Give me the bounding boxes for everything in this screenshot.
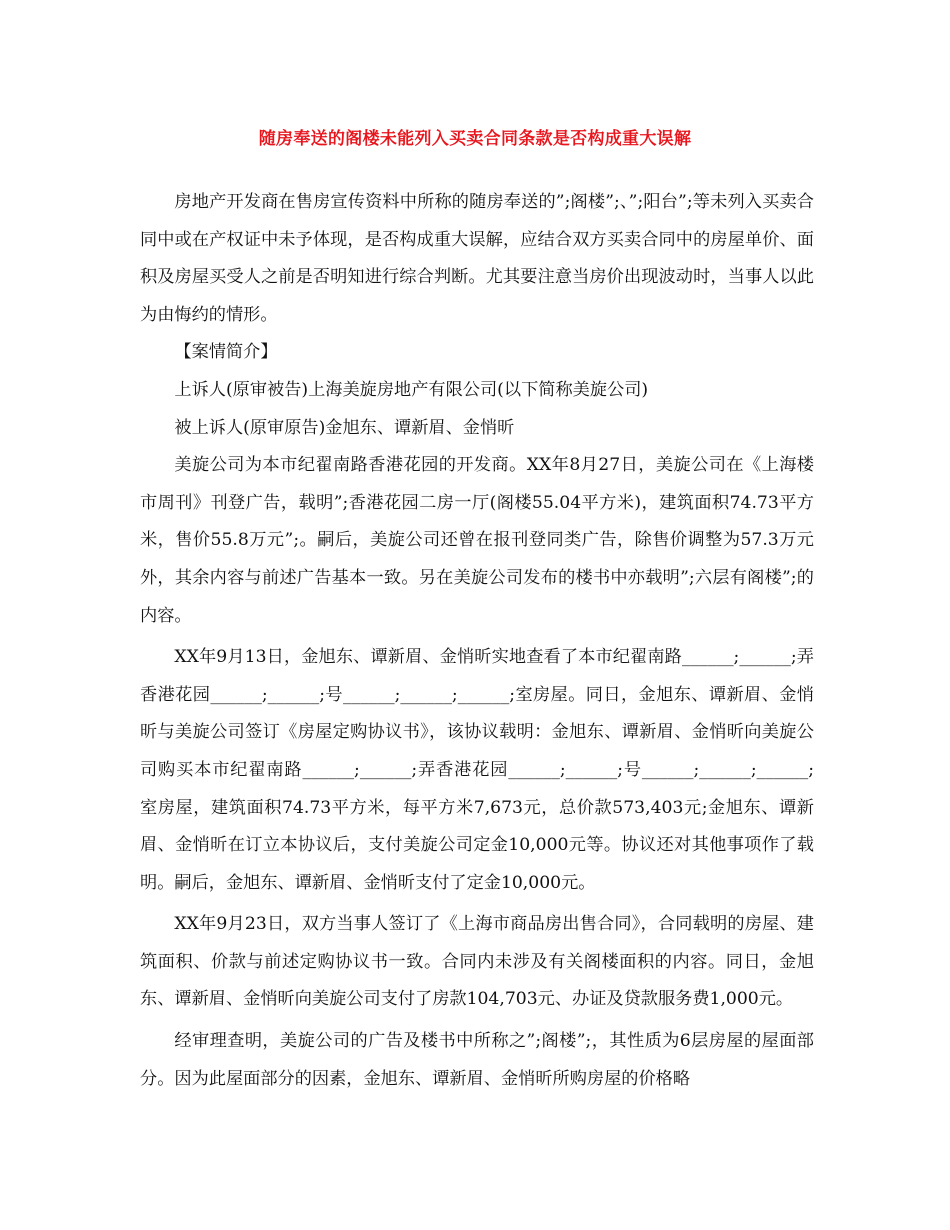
paragraph-appellant: 上诉人(原审被告)上海美旋房地产有限公司(以下简称美旋公司)	[174, 379, 649, 400]
paragraph-findings: 经审理查明，美旋公司的广告及楼书中所称之”;阁楼”;，其性质为6层房屋的屋面部分。因为此屋面部分的因素，金旭东、谭新眉、金悄昕所购房屋的价格略	[140, 1031, 814, 1089]
paragraph-appellee: 被上诉人(原审原告)金旭东、谭新眉、金悄昕	[174, 417, 515, 438]
paragraph-intro: 房地产开发商在售房宣传资料中所称的随房奉送的”;阁楼”;、”;阳台”;等未列入买卖合同中或在产权证中未予体现，是否构成重大误解，应结合双方买卖合同中的房屋单价、面积及房屋买受人之前是否明知进行综合判断。尤其要注意当房价出现波动时，当事人以此为由悔约的情形。	[140, 192, 814, 325]
section-heading-case-summary: 【案情简介】	[174, 342, 278, 363]
document-body	[140, 184, 814, 1098]
document-title: 随房奉送的阁楼未能列入买卖合同条款是否构成重大误解	[258, 129, 692, 149]
paragraph-purchase-agreement: XX年9月13日，金旭东、谭新眉、金悄昕实地查看了本市纪翟南路______;______;弄香港花园______;______;号______;______;______;室房屋。同日，金旭东、谭新眉、金悄昕与美旋公司签订《房屋定购协议书》，该协议载明：金旭东、谭新眉、金悄昕向美旋公司购买本市纪翟南路______;______;弄香港花园______;______;号______;______;______;室房屋，建筑面积74.73平方米，每平方米7,673元，总价款573,403元;金旭东、谭新眉、金悄昕在订立本协议后，支付美旋公司定金10,000元等。协议还对其他事项作了载明。嗣后，金旭东、谭新眉、金悄昕支付了定金10,000元。	[140, 647, 814, 893]
paragraph-developer-advert: 美旋公司为本市纪翟南路香港花园的开发商。XX年8月27日，美旋公司在《上海楼市周刊》刊登广告，载明”;香港花园二房一厅(阁楼55.04平方米)，建筑面积74.73平方米，售价55.8万元”;。嗣后，美旋公司还曾在报刊登同类广告，除售价调整为57.3万元外，其余内容与前述广告基本一致。另在美旋公司发布的楼书中亦载明”;六层有阁楼”;的内容。	[140, 455, 814, 626]
paragraph-sale-contract: XX年9月23日，双方当事人签订了《上海市商品房出售合同》，合同载明的房屋、建筑面积、价款与前述定购协议书一致。合同内未涉及有关阁楼面积的内容。同日，金旭东、谭新眉、金悄昕向美旋公司支付了房款104,703元、办证及贷款服务费1,000元。	[140, 914, 814, 1010]
